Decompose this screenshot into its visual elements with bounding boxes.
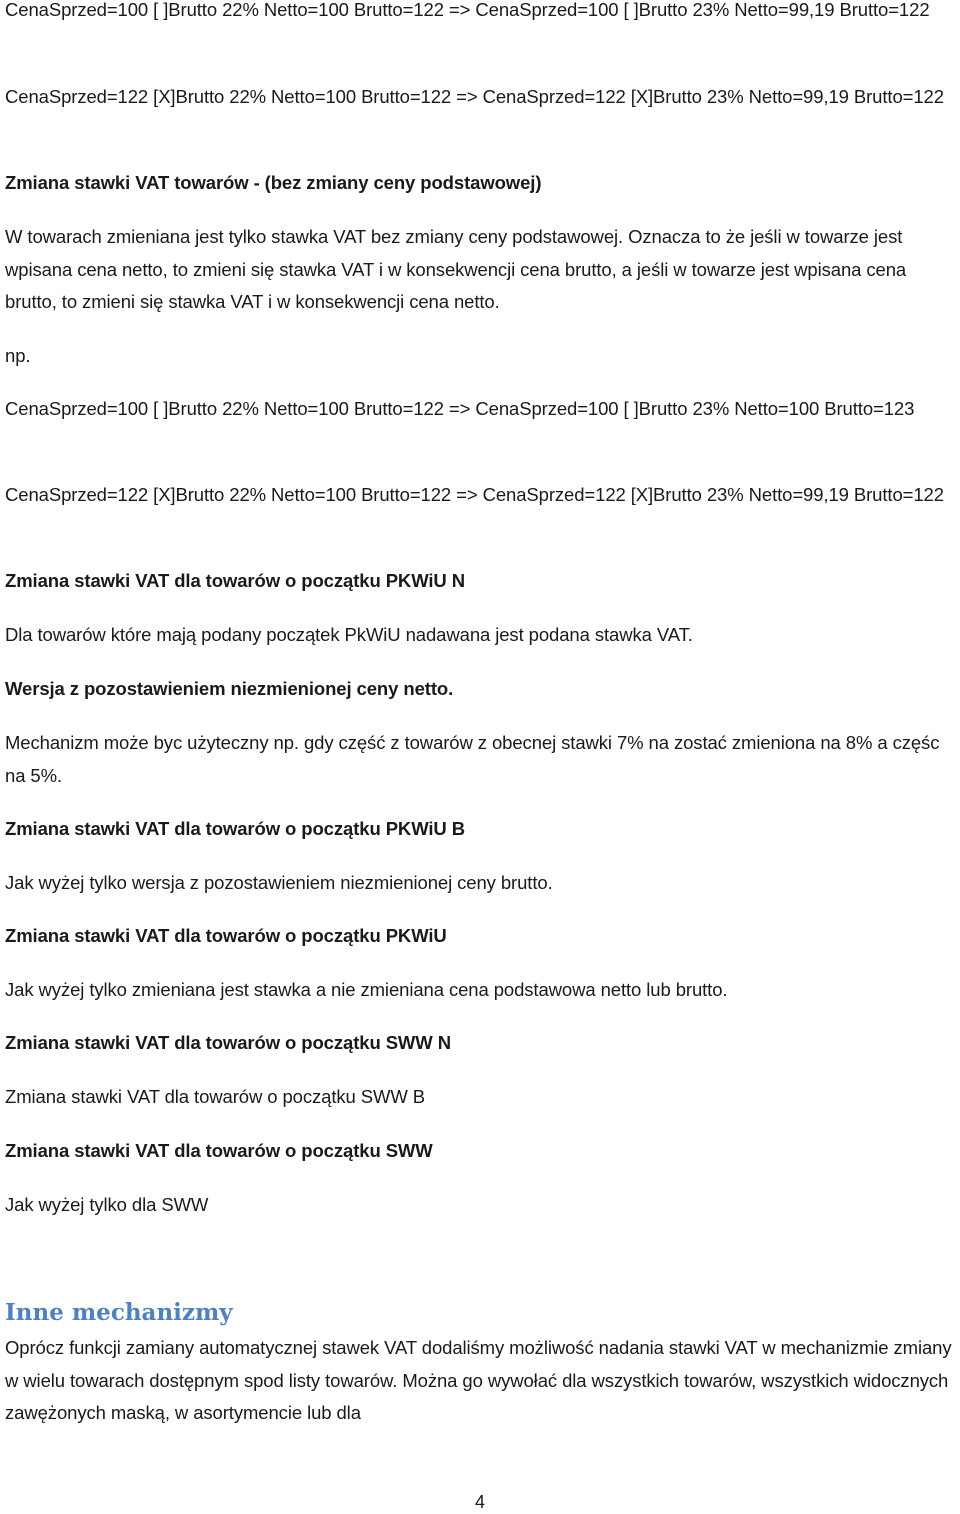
subheading-pkwiu-n: Zmiana stawki VAT dla towarów o początku PKWiU N [5,570,465,591]
netto-version-note: Wersja z pozostawieniem niezmienionej ceny netto. [5,678,454,699]
pkwiu-n-description: Dla towarów które mają podany początek PkWiU nadawana jest podana stawka VAT. [5,624,693,645]
other-mechanisms-paragraph: Oprócz funkcji zamiany automatycznej stawek VAT dodaliśmy możliwość nadania stawki VAT w mechanizmie zmiany w wielu towarach dostępnym spod listy towarów. Można go wywołać dla wszystkich towarów, wszystkich widocznych zawężonych maską, w asortymencie lub dla [5,1337,952,1423]
subheading-sww-n: Zmiana stawki VAT dla towarów o początku SWW N [5,1032,451,1053]
example-line-1: CenaSprzed=100 [ ]Brutto 22% Netto=100 Brutto=122 => CenaSprzed=100 [ ]Brutto 23% Netto=99,19 Brutto=122 [5,0,930,20]
pkwiu-b-description: Jak wyżej tylko wersja z pozostawieniem niezmienionej ceny brutto. [5,872,553,893]
subheading-sww: Zmiana stawki VAT dla towarów o początku SWW [5,1140,433,1161]
sww-description: Jak wyżej tylko dla SWW [5,1194,209,1215]
subheading-vat-change-no-base-price: Zmiana stawki VAT towarów - (bez zmiany ceny podstawowej) [5,172,542,193]
pkwiu-description: Jak wyżej tylko zmieniana jest stawka a nie zmieniana cena podstawowa netto lub brutto. [5,979,728,1000]
mechanism-usefulness-paragraph: Mechanizm może byc użyteczny np. gdy część z towarów z obecnej stawki 7% na zostać zmieniona na 8% a częśc na 5%. [5,732,940,786]
subheading-pkwiu-b: Zmiana stawki VAT dla towarów o początku PKWiU B [5,818,465,839]
description-paragraph: W towarach zmieniana jest tylko stawka VAT bez zmiany ceny podstawowej. Oznacza to że jeśli w towarze jest wpisana cena netto, to zmieni się stawka VAT i w konsekwencji cena brutto, a jeśli w towarze jest wpisana cena brutto, to zmieni się stawka VAT i w konsekwencji cena netto. [5,226,907,312]
example-line-4: CenaSprzed=122 [X]Brutto 22% Netto=100 Brutto=122 => CenaSprzed=122 [X]Brutto 23% Netto=99,19 Brutto=122 [5,484,944,505]
example-label: np. [5,345,31,366]
example-line-2: CenaSprzed=122 [X]Brutto 22% Netto=100 Brutto=122 => CenaSprzed=122 [X]Brutto 23% Netto=99,19 Brutto=122 [5,86,944,107]
page-number: 4 [474,1492,485,1512]
example-line-3: CenaSprzed=100 [ ]Brutto 22% Netto=100 Brutto=122 => CenaSprzed=100 [ ]Brutto 23% Netto=100 Brutto=123 [5,398,915,419]
section-heading-other-mechanisms: Inne mechanizmy [5,1299,233,1326]
subheading-pkwiu: Zmiana stawki VAT dla towarów o początku PKWiU [5,925,447,946]
sww-b-line: Zmiana stawki VAT dla towarów o początku SWW B [5,1086,426,1107]
